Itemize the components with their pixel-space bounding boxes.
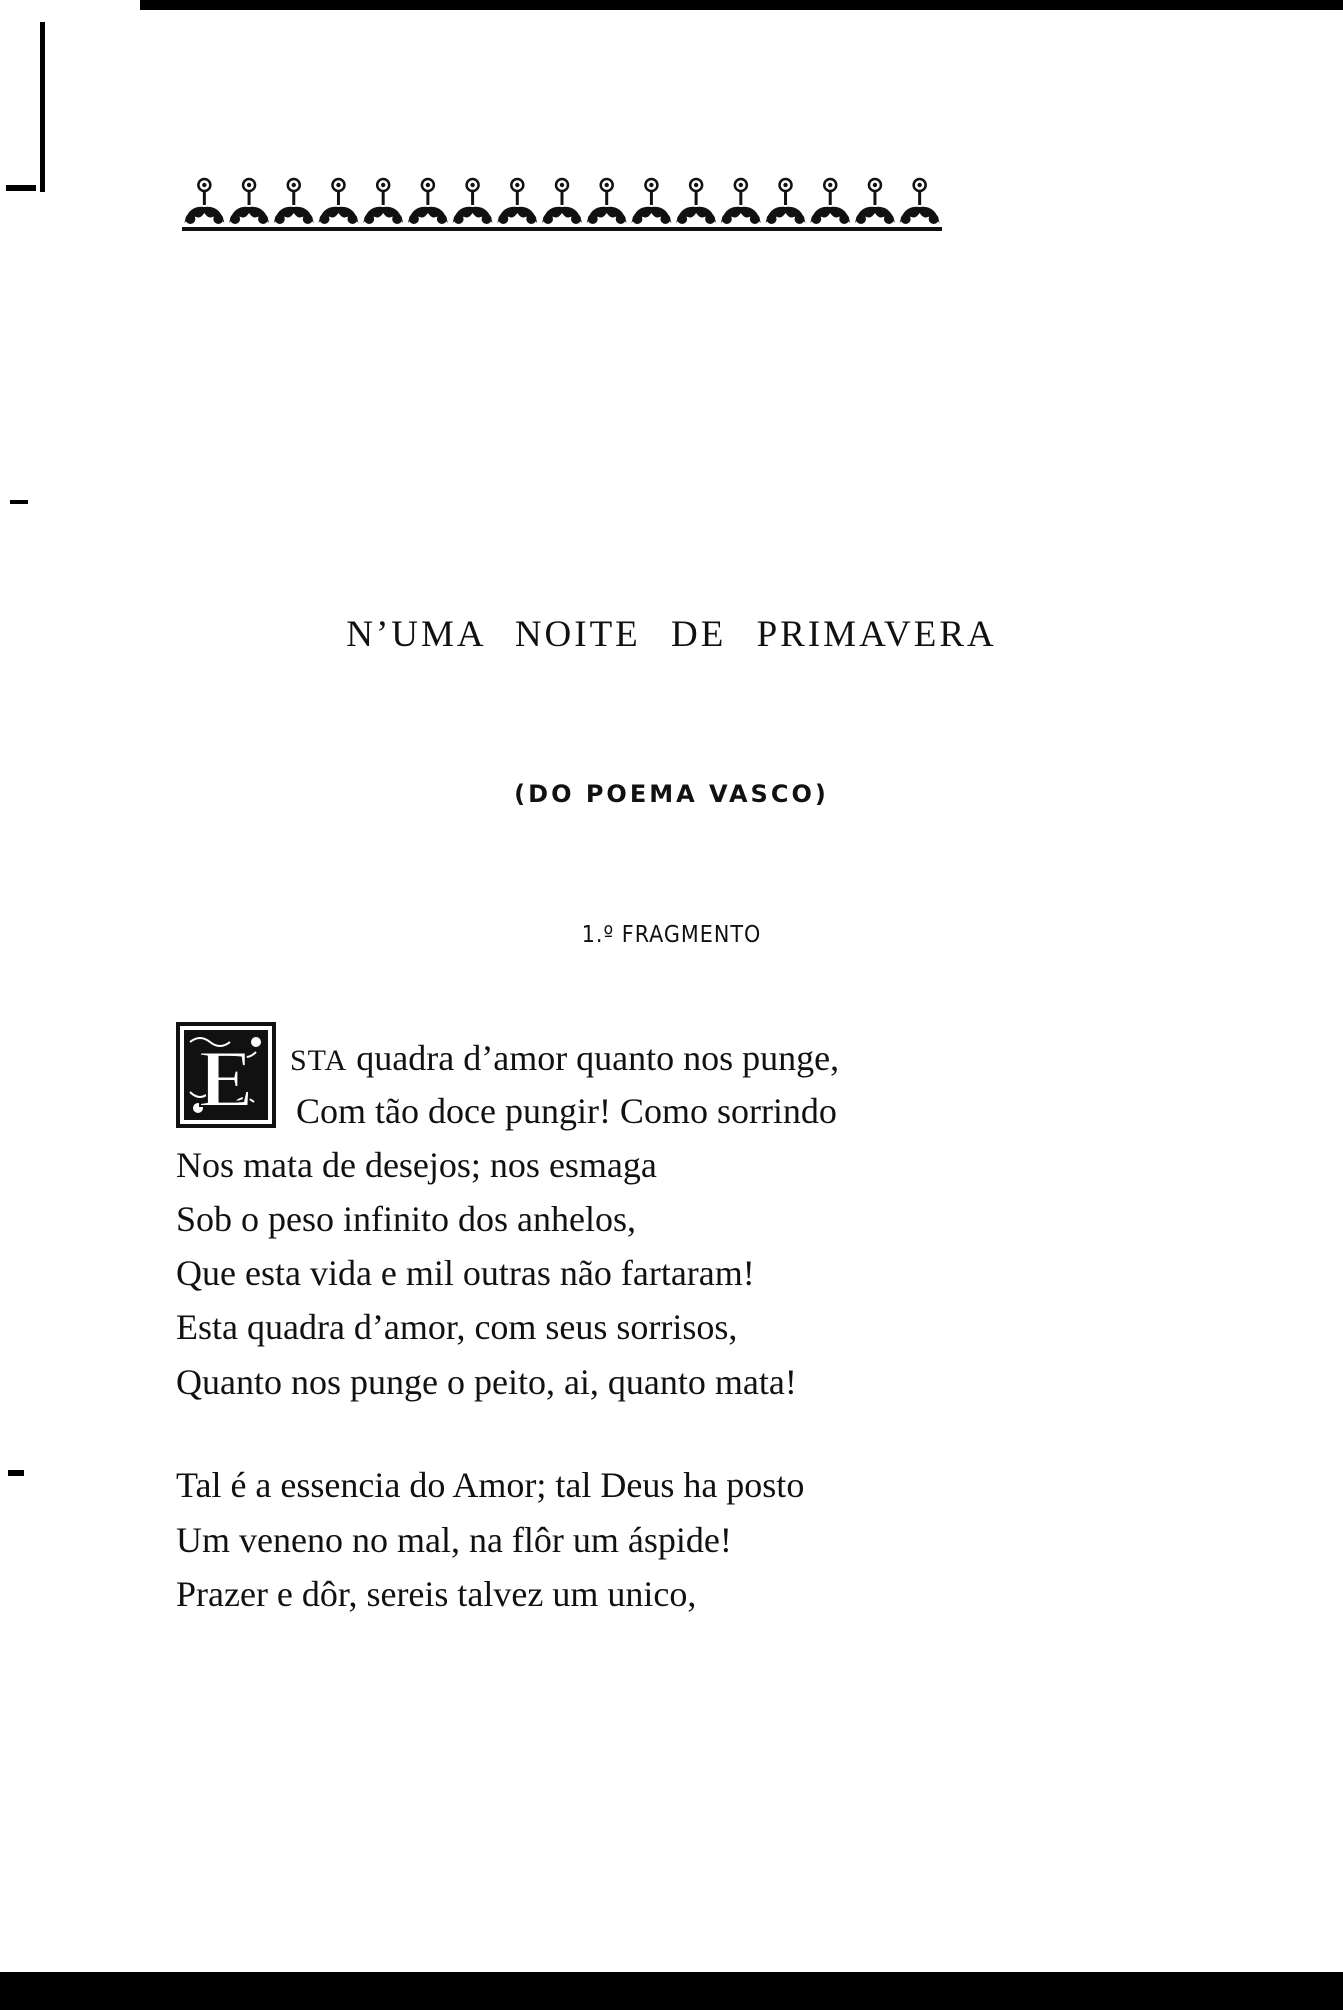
ornament-motif xyxy=(408,179,448,224)
page-subtitle: (DO POEMA VASCO) xyxy=(514,780,829,808)
verse-line: Quanto nos punge o peito, ai, quanto mata! xyxy=(176,1362,797,1402)
verse-line: Com tão doce pungir! Como sorrindo xyxy=(296,1091,837,1131)
ornament-motif xyxy=(318,179,358,224)
verse-line: Nos mata de desejos; nos esmaga xyxy=(176,1145,657,1185)
scan-mark-left xyxy=(40,22,45,192)
verse-line xyxy=(290,1040,839,1076)
verse-lead-smallcaps: STA xyxy=(290,1044,348,1077)
scan-edge-top xyxy=(140,0,1343,10)
ornament-motif xyxy=(900,179,940,224)
page-title: N’UMA NOITE DE PRIMAVERA xyxy=(346,614,997,655)
scan-mark-left-dash xyxy=(10,500,28,504)
ornate-initial-icon xyxy=(176,1022,276,1128)
scan-mark-left-dash-2 xyxy=(8,1470,24,1476)
ornament-motif xyxy=(363,179,403,224)
verse-line: Esta quadra d’amor, com seus sorrisos, xyxy=(176,1307,738,1347)
ornament-motif xyxy=(542,179,582,224)
verse-text: quadra d’amor quanto nos punge, xyxy=(347,1038,840,1078)
verse-line: Tal é a essencia do Amor; tal Deus ha posto xyxy=(176,1465,805,1505)
fragment-heading: 1.º FRAGMENTO xyxy=(581,922,762,948)
ornament-motif xyxy=(453,179,493,224)
ornament-motif xyxy=(587,179,627,224)
ornament-motif xyxy=(184,179,224,224)
ornament-motif xyxy=(676,179,716,224)
ornament-motif xyxy=(810,179,850,224)
ornament-motif xyxy=(721,179,761,224)
scan-mark-left-tick xyxy=(6,185,36,191)
floral-border-icon xyxy=(182,175,942,237)
ornament-motif xyxy=(631,179,671,224)
ornament-motif xyxy=(766,179,806,224)
verse-line: Que esta vida e mil outras não fartaram! xyxy=(176,1253,755,1293)
ornament-motif xyxy=(229,179,269,224)
ornament-motif xyxy=(497,179,537,224)
ornament-motif xyxy=(855,179,895,224)
verse-line: Um veneno no mal, na flôr um áspide! xyxy=(176,1520,732,1560)
dropcap-letter: E xyxy=(198,1033,254,1124)
verse-line: Sob o peso infinito dos anhelos, xyxy=(176,1199,636,1239)
ornament-motif xyxy=(274,179,314,224)
scan-edge-bottom xyxy=(0,1972,1343,2010)
verse-line: Prazer e dôr, sereis talvez um unico, xyxy=(176,1574,697,1614)
